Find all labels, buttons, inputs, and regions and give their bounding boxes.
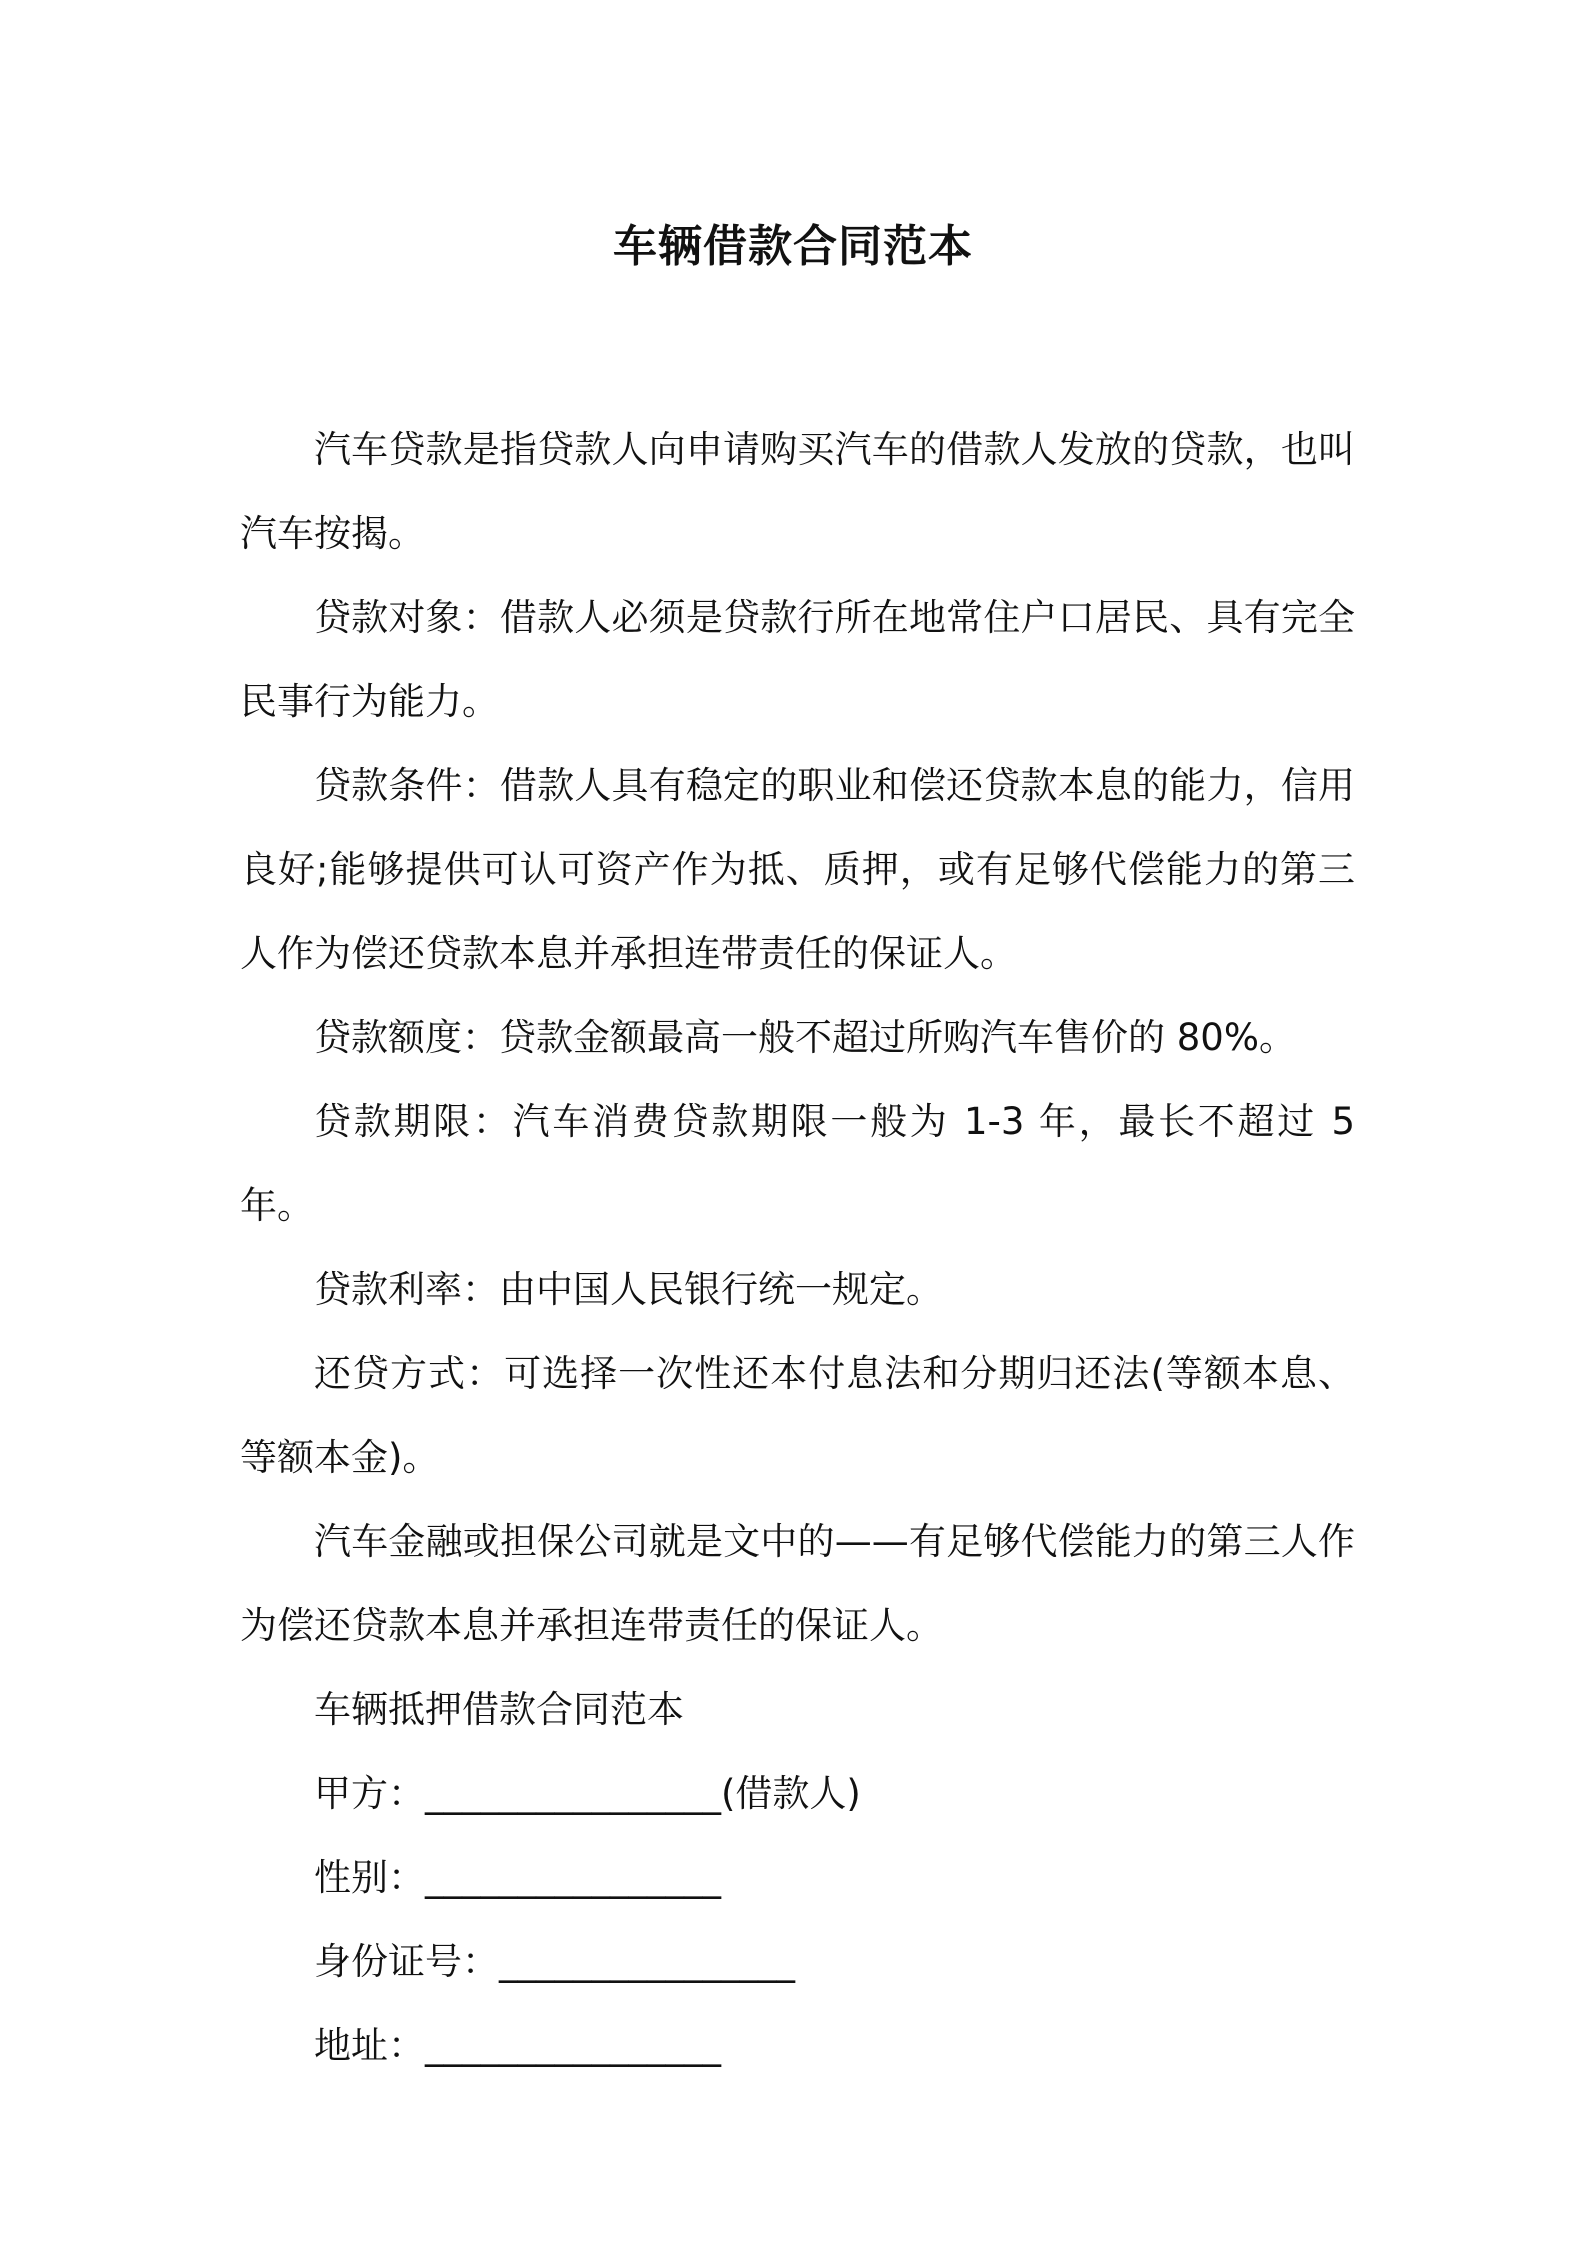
field-address: 地址：________________ bbox=[314, 2024, 721, 2067]
field-id-number: 身份证号：________________ bbox=[314, 1940, 795, 1983]
document-title: 车辆借款合同范本 bbox=[613, 221, 973, 272]
paragraph-guarantor: 汽车金融或担保公司就是文中的——有足够代偿能力的第三人作为偿还贷款本息并承担连带责任的保证人。 bbox=[240, 1520, 1355, 1647]
paragraph-loan-amount: 贷款额度：贷款金额最高一般不超过所购汽车售价的 80%。 bbox=[314, 1016, 1296, 1059]
sample-contract-heading: 车辆抵押借款合同范本 bbox=[314, 1688, 684, 1731]
paragraph-loan-object: 贷款对象：借款人必须是贷款行所在地常住户口居民、具有完全民事行为能力。 bbox=[240, 596, 1355, 723]
field-party-a: 甲方：________________(借款人) bbox=[314, 1772, 861, 1815]
paragraph-loan-conditions: 贷款条件：借款人具有稳定的职业和偿还贷款本息的能力，信用良好;能够提供可认可资产作为抵、质押，或有足够代偿能力的第三人作为偿还贷款本息并承担连带责任的保证人。 bbox=[240, 764, 1355, 975]
field-gender: 性别：________________ bbox=[314, 1856, 721, 1899]
paragraph-repayment-method: 还贷方式：可选择一次性还本付息法和分期归还法(等额本息、等额本金)。 bbox=[240, 1352, 1355, 1479]
paragraph-loan-term: 贷款期限：汽车消费贷款期限一般为 1-3 年，最长不超过 5 年。 bbox=[240, 1100, 1355, 1227]
paragraph-loan-interest: 贷款利率：由中国人民银行统一规定。 bbox=[314, 1268, 943, 1311]
document-body bbox=[240, 408, 1355, 2088]
paragraph-definition: 汽车贷款是指贷款人向申请购买汽车的借款人发放的贷款，也叫汽车按揭。 bbox=[240, 428, 1355, 555]
